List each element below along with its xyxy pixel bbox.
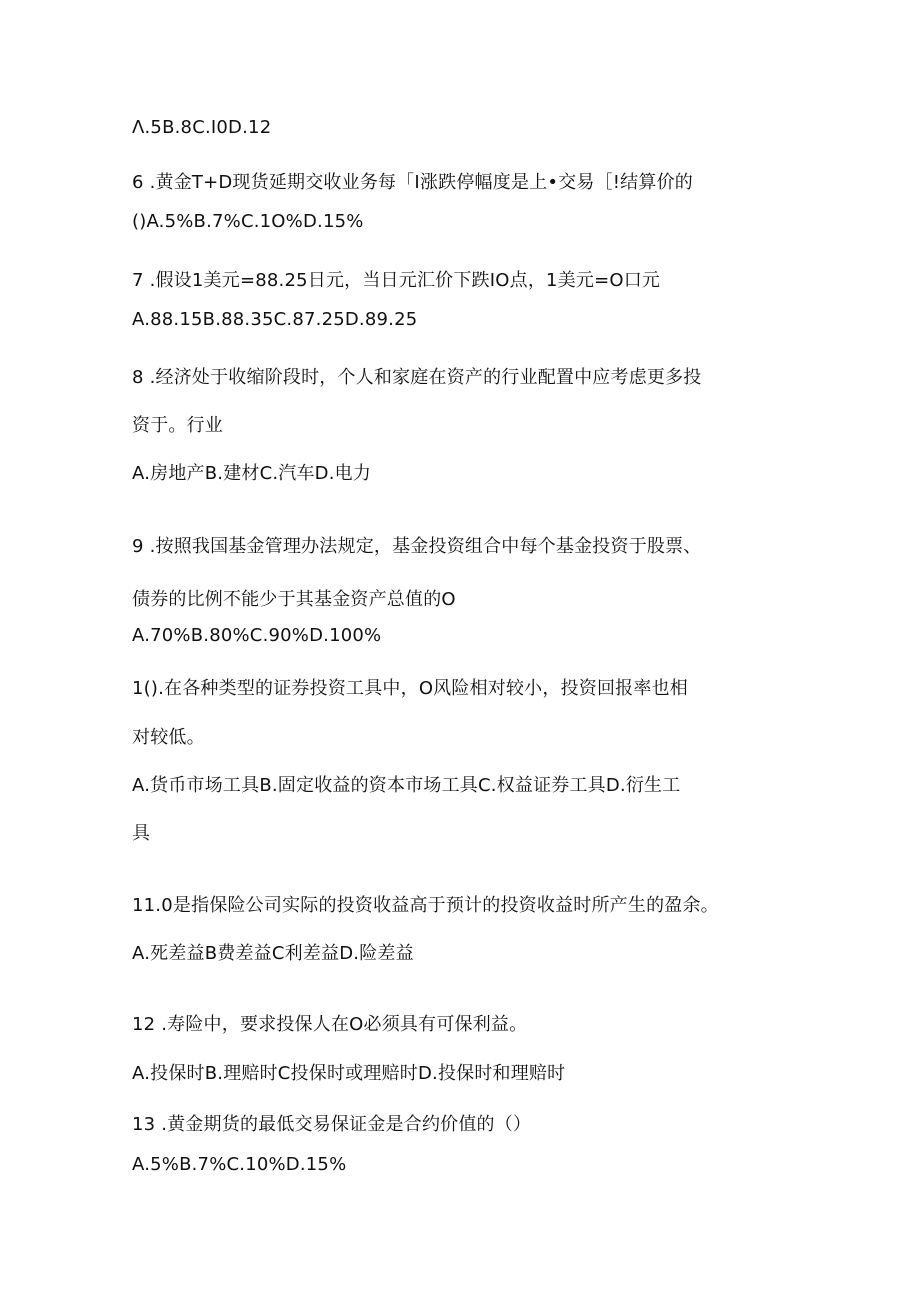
q13-stem: 13 .黄金期货的最低交易保证金是合约价值的（） <box>132 1114 532 1135</box>
q9-options: A.70%B.80%C.90%D.100% <box>132 625 382 646</box>
q9-stem: 9 .按照我国基金管理办法规定，基金投资组合中每个基金投资于股票、 <box>132 536 702 557</box>
q13-options: A.5%B.7%C.10%D.15% <box>132 1154 347 1175</box>
q6-options: ()A.5%B.7%C.1O%D.15% <box>132 211 364 232</box>
q8-options: A.房地产B.建材C.汽车D.电力 <box>132 463 372 484</box>
q7-options: A.88.15B.88.35C.87.25D.89.25 <box>132 309 418 330</box>
q10-stem-cont: 对较低。 <box>132 727 205 748</box>
q11-options: A.死差益B费差益C利差益D.险差益 <box>132 943 414 964</box>
q6-stem: 6 .黄金T+D现货延期交收业务每「I涨跌停幅度是上•交易［!结算价的 <box>132 172 693 193</box>
q10-stem: 1().在各种类型的证券投资工具中，O风险相对较小，投资回报率也相 <box>132 678 688 699</box>
q9-stem-cont: 债券的比例不能少于其基金资产总值的O <box>132 589 456 610</box>
q12-options: A.投保时B.理赔时C投保时或理赔时D.投保时和理赔时 <box>132 1063 566 1084</box>
q10-options-cont: 具 <box>132 823 151 844</box>
q11-stem: 11.0是指保险公司实际的投资收益高于预计的投资收益时所产生的盈余。 <box>132 895 719 916</box>
q5-options: Λ.5B.8C.I0D.12 <box>132 117 272 138</box>
q8-stem-cont: 资于。行业 <box>132 415 223 436</box>
q12-stem: 12 .寿险中，要求投保人在O必须具有可保利益。 <box>132 1014 528 1035</box>
q8-stem: 8 .经济处于收缩阶段时，个人和家庭在资产的行业配置中应考虑更多投 <box>132 367 702 388</box>
q10-options: A.货币市场工具B.固定收益的资本市场工具C.权益证券工具D.衍生工 <box>132 775 681 796</box>
q7-stem: 7 .假设1美元=88.25日元，当日元汇价下跌IO点，1美元=O口元 <box>132 270 661 291</box>
